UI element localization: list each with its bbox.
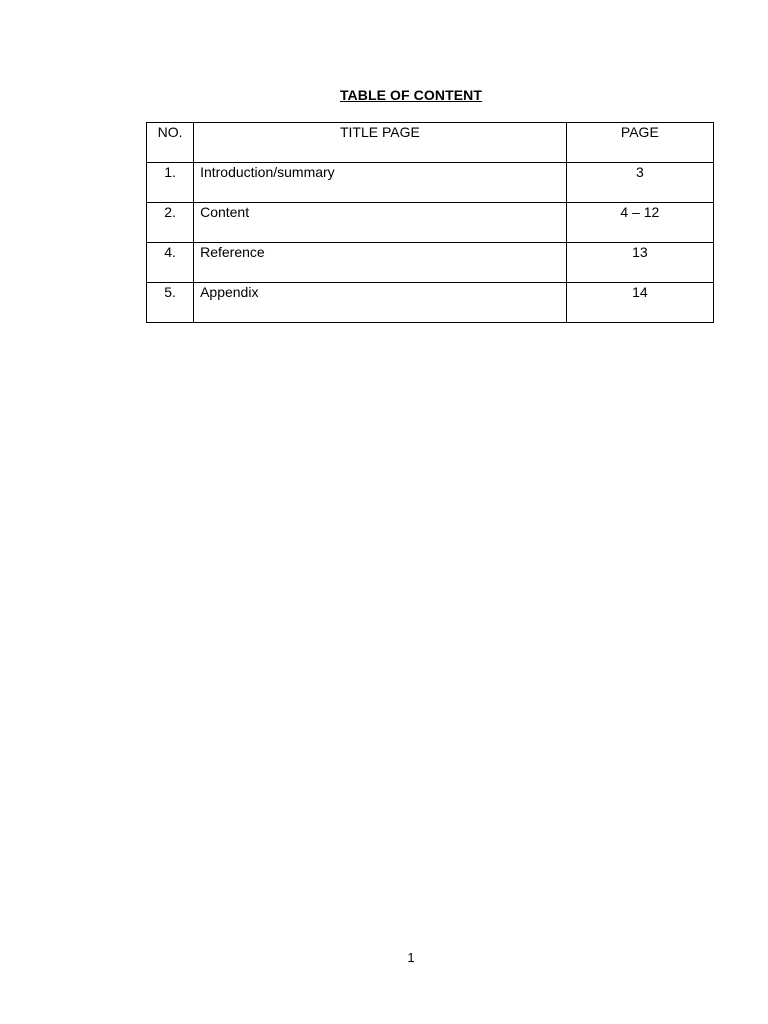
header-title: TITLE PAGE <box>194 123 567 163</box>
header-no: NO. <box>147 123 194 163</box>
table-row <box>147 163 714 203</box>
row-page: 4 – 12 <box>566 203 713 243</box>
row-title: Introduction/summary <box>194 163 567 203</box>
row-page: 3 <box>566 163 713 203</box>
row-number: 5. <box>147 283 194 323</box>
row-number: 2. <box>147 203 194 243</box>
row-number: 4. <box>147 243 194 283</box>
table-row <box>147 243 714 283</box>
table-row <box>147 283 714 323</box>
row-title: Content <box>194 203 567 243</box>
row-page: 14 <box>566 283 713 323</box>
header-page: PAGE <box>566 123 713 163</box>
table-of-contents <box>146 122 714 323</box>
table-row <box>147 203 714 243</box>
table-header-row <box>147 123 714 163</box>
row-title: Reference <box>194 243 567 283</box>
row-page: 13 <box>566 243 713 283</box>
document-title: TABLE OF CONTENT <box>339 87 483 103</box>
row-number: 1. <box>147 163 194 203</box>
row-title: Appendix <box>194 283 567 323</box>
page-number: 1 <box>407 950 415 965</box>
